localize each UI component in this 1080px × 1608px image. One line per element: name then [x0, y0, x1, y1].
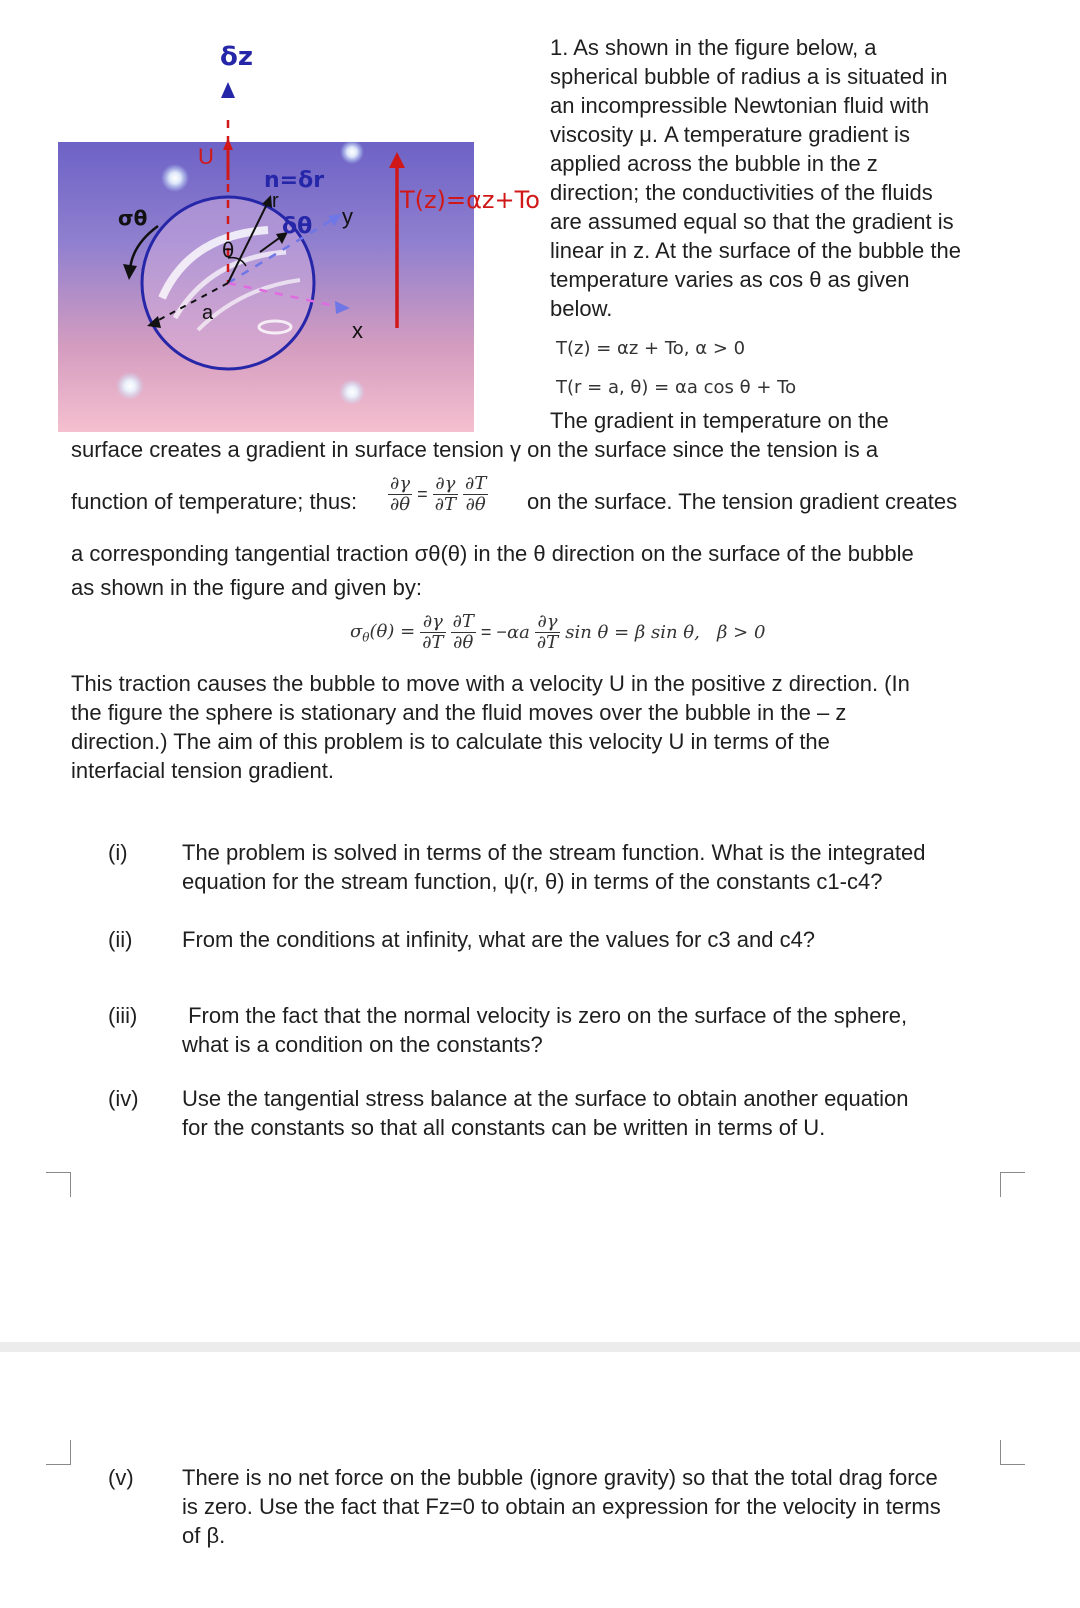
question-label-v: (v): [108, 1465, 134, 1490]
question-line: The problem is solved in terms of the stream function. What is the integrated: [182, 840, 926, 865]
question-line: There is no net force on the bubble (ignore gravity) so that the total drag force: [182, 1465, 938, 1490]
label-delta-z: δz: [220, 42, 253, 72]
question-line: equation for the stream function, ψ(r, θ) in terms of the constants c1-c4?: [182, 869, 883, 894]
question-line: From the fact that the normal velocity is zero on the surface of the sphere,: [182, 1003, 908, 1028]
equation-t-surface: T(r = a, θ) = αa cos θ + To: [556, 377, 797, 398]
body-para-line: This traction causes the bubble to move with a velocity U in the positive z direction. (In: [71, 671, 910, 696]
question-line: is zero. Use the fact that Fz=0 to obtain an expression for the velocity in terms: [182, 1494, 941, 1519]
body-traction-line: a corresponding tangential traction σθ(θ) in the θ direction on the surface of the bubble: [71, 541, 914, 566]
body-shown-line: as shown in the figure and given by:: [71, 575, 423, 600]
question-label-iv: (iv): [108, 1086, 139, 1111]
intro-line: an incompressible Newtonian fluid with: [550, 93, 930, 118]
question-text-i: [182, 838, 1032, 896]
question-label-iii: (iii): [108, 1003, 138, 1028]
label-a: a: [202, 302, 214, 324]
intro-line: viscosity μ. A temperature gradient is: [550, 122, 910, 147]
glow-dot: [116, 372, 144, 400]
intro-paragraph: [550, 33, 1020, 323]
equation-t-z: T(z) = αz + To, α > 0: [556, 338, 746, 359]
question-text-v: [182, 1463, 1032, 1550]
intro-line: temperature varies as cos θ as given: [550, 267, 910, 292]
label-u: U: [198, 144, 214, 169]
question-line: Use the tangential stress balance at the surface to obtain another equation: [182, 1086, 909, 1111]
intro-line: are assumed equal so that the gradient is: [550, 209, 954, 234]
body-surface-line: surface creates a gradient in surface tension γ on the surface since the tension is a: [71, 437, 879, 462]
glow-dot: [340, 140, 364, 164]
intro-gradient-line: The gradient in temperature on the: [550, 408, 889, 433]
intro-line: below.: [550, 296, 613, 321]
label-sigma-theta: σθ: [118, 206, 148, 230]
bubble-diagram: [50, 40, 570, 440]
question-label-ii: (ii): [108, 927, 133, 952]
sigma-equation-source: [0, 0, 1, 1]
partial-derivative-equation: $\frac{\partial\gamma}{\partial\theta}$ = $\frac{\partial\gamma}{\partial T}$ $\frac{\partial T}{\partial\theta}$: [390, 473, 487, 515]
crop-mark-top-left: [46, 1172, 71, 1197]
question-text-ii: [182, 925, 1032, 954]
body-para-line: interfacial tension gradient.: [71, 758, 334, 783]
question-line: for the constants so that all constants can be written in terms of U.: [182, 1115, 826, 1140]
glow-dot: [161, 164, 189, 192]
crop-mark-bottom-right: [1000, 1440, 1025, 1465]
crop-mark-top-right: [1000, 1172, 1025, 1197]
label-r: r: [272, 190, 279, 212]
body-function-line-post: on the surface. The tension gradient creates: [527, 489, 958, 514]
label-x: x: [352, 318, 363, 343]
bubble-figure: [50, 40, 570, 440]
label-delta-theta: δθ: [282, 214, 313, 239]
crop-mark-bottom-left: [46, 1440, 71, 1465]
label-temperature: T(z)=αz+To: [400, 186, 540, 214]
question-text-iii: [182, 1001, 1032, 1059]
intro-line: direction; the conductivities of the fluids: [550, 180, 933, 205]
intro-line: 1. As shown in the figure below, a: [550, 35, 877, 60]
body-paragraph: [71, 669, 910, 785]
label-y: y: [342, 204, 353, 229]
question-text-iv: [182, 1084, 1032, 1142]
intro-line: applied across the bubble in the z: [550, 151, 878, 176]
label-n: n=δr: [264, 168, 325, 193]
intro-line: linear in z. At the surface of the bubble the: [550, 238, 961, 263]
body-para-line: direction.) The aim of this problem is to calculate this velocity U in terms of the: [71, 729, 830, 754]
z-axis-arrowhead: [221, 82, 235, 98]
question-label-i: (i): [108, 840, 128, 865]
intro-line: spherical bubble of radius a is situated in: [550, 64, 948, 89]
label-theta: θ: [222, 238, 235, 262]
page-divider: [0, 1342, 1080, 1352]
glow-dot: [339, 379, 365, 405]
sigma-equation: $\sigma_\theta(\theta)$ = $\frac{\partial\gamma}{\partial T}$ $\frac{\partial T}{\partial\theta}$ = −αa $\frac{\partial\gamma}{\partial T}$ sin θ = β sin θ, β > 0: [350, 611, 766, 653]
question-line: what is a condition on the constants?: [182, 1032, 543, 1057]
question-line: From the conditions at infinity, what are the values for c3 and c4?: [182, 927, 816, 952]
body-para-line: the figure the sphere is stationary and the fluid moves over the bubble in the – z: [71, 700, 847, 725]
question-line: of β.: [182, 1523, 226, 1548]
body-function-line-pre: function of temperature; thus:: [71, 489, 358, 514]
